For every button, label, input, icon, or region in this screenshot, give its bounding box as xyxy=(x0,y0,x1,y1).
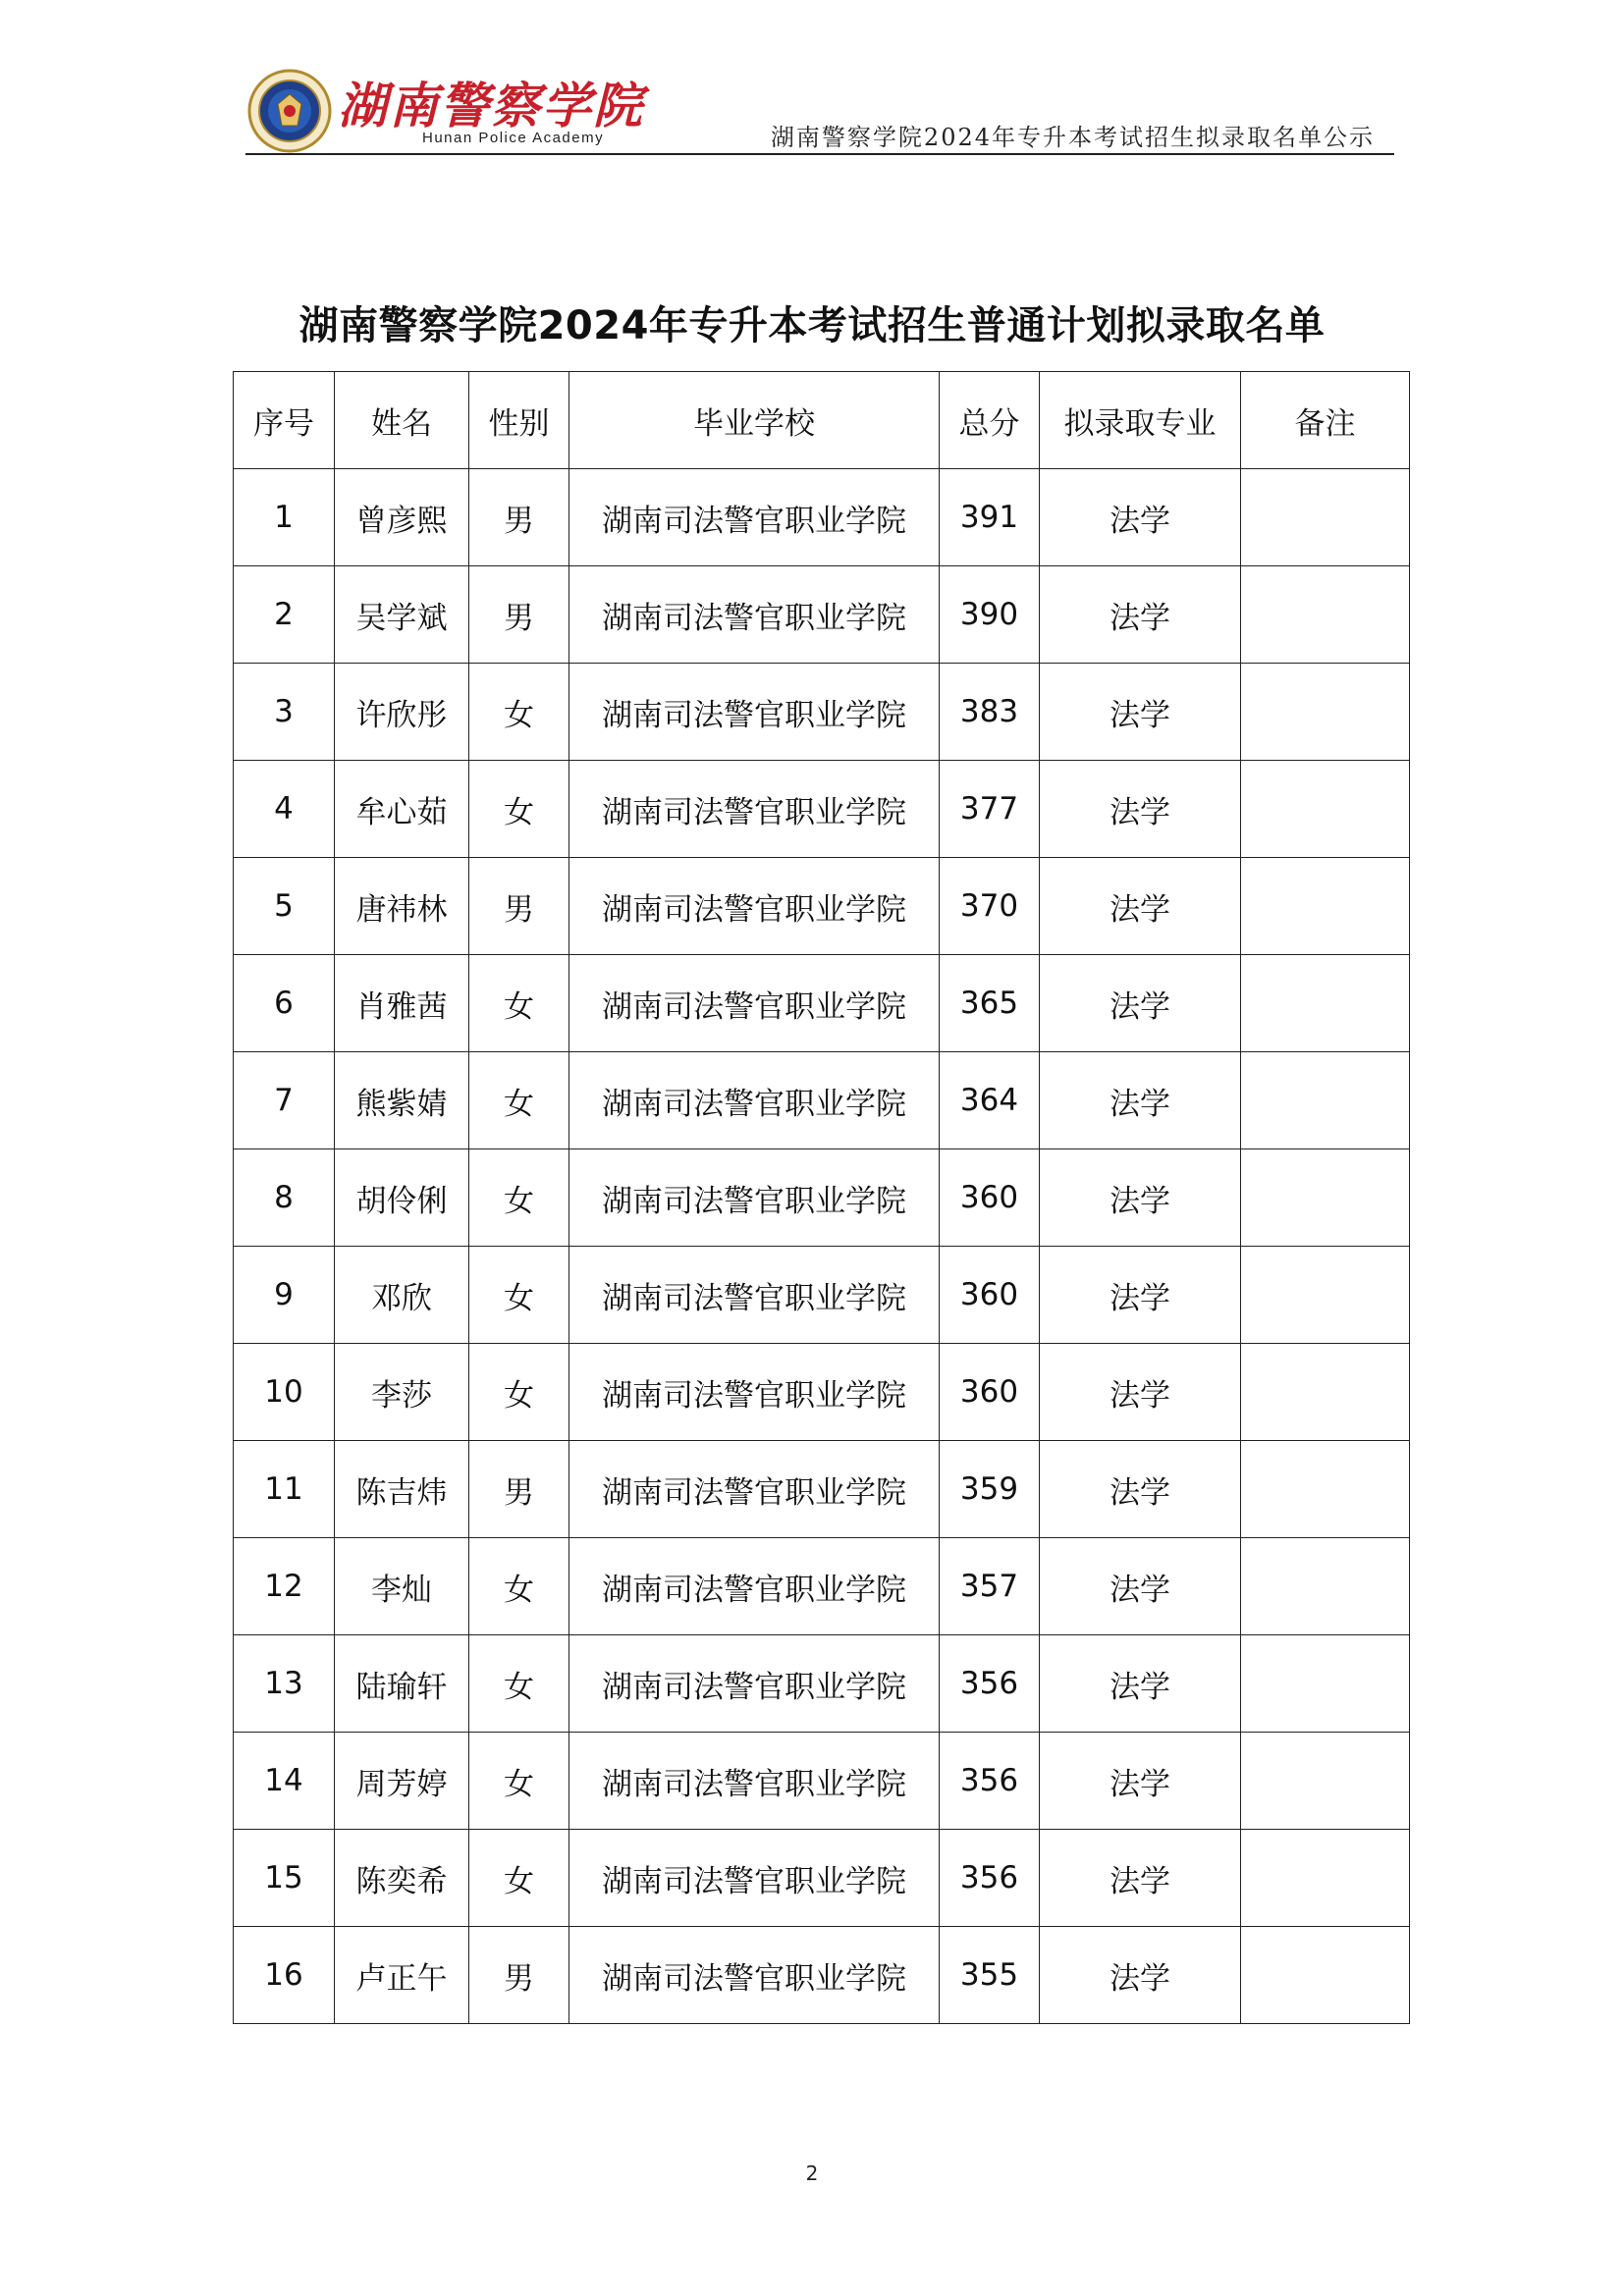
col-major-cell: 法学 xyxy=(1040,955,1241,1052)
table-row xyxy=(234,1149,1410,1247)
col-major-cell: 法学 xyxy=(1040,469,1241,566)
col-remarks-cell xyxy=(1241,1247,1410,1344)
table-row xyxy=(234,858,1410,955)
col-score-cell: 356 xyxy=(940,1733,1040,1830)
col-gender-cell: 女 xyxy=(469,1149,569,1247)
academy-seal-icon xyxy=(247,69,332,153)
col-remarks-cell xyxy=(1241,1441,1410,1538)
col-name-cell: 李灿 xyxy=(335,1538,469,1635)
col-major-cell: 法学 xyxy=(1040,1635,1241,1733)
col-school-cell: 湖南司法警官职业学院 xyxy=(569,1052,940,1149)
header-divider xyxy=(245,153,1394,155)
col-school-cell: 湖南司法警官职业学院 xyxy=(569,1149,940,1247)
col-remarks-cell xyxy=(1241,1635,1410,1733)
col-school-cell: 湖南司法警官职业学院 xyxy=(569,955,940,1052)
col-major-header: 拟录取专业 xyxy=(1040,372,1241,469)
col-name-cell: 陈吉炜 xyxy=(335,1441,469,1538)
col-index-cell: 5 xyxy=(234,858,335,955)
col-remarks-cell xyxy=(1241,761,1410,858)
logo-english-name: Hunan Police Academy xyxy=(422,130,605,146)
col-gender-cell: 女 xyxy=(469,1344,569,1441)
col-school-cell: 湖南司法警官职业学院 xyxy=(569,858,940,955)
col-school-cell: 湖南司法警官职业学院 xyxy=(569,1927,940,2024)
col-major-cell: 法学 xyxy=(1040,1441,1241,1538)
col-index-cell: 6 xyxy=(234,955,335,1052)
col-major-cell: 法学 xyxy=(1040,664,1241,761)
col-school-cell: 湖南司法警官职业学院 xyxy=(569,1733,940,1830)
col-gender-cell: 女 xyxy=(469,1247,569,1344)
admission-list-table xyxy=(233,371,1410,2024)
col-major-cell: 法学 xyxy=(1040,1830,1241,1927)
col-name-cell: 李莎 xyxy=(335,1344,469,1441)
col-name-cell: 牟心茹 xyxy=(335,761,469,858)
col-index-cell: 13 xyxy=(234,1635,335,1733)
col-remarks-cell xyxy=(1241,566,1410,664)
col-remarks-cell xyxy=(1241,1344,1410,1441)
col-score-cell: 364 xyxy=(940,1052,1040,1149)
col-index-cell: 14 xyxy=(234,1733,335,1830)
col-score-cell: 383 xyxy=(940,664,1040,761)
col-name-cell: 卢正午 xyxy=(335,1927,469,2024)
col-name-cell: 许欣彤 xyxy=(335,664,469,761)
col-major-cell: 法学 xyxy=(1040,1247,1241,1344)
col-remarks-cell xyxy=(1241,1538,1410,1635)
col-name-cell: 肖雅茜 xyxy=(335,955,469,1052)
running-header-title: 湖南警察学院2024年专升本考试招生拟录取名单公示 xyxy=(770,124,1375,151)
col-school-cell: 湖南司法警官职业学院 xyxy=(569,1344,940,1441)
col-score-cell: 356 xyxy=(940,1635,1040,1733)
col-index-cell: 9 xyxy=(234,1247,335,1344)
table-row xyxy=(234,1441,1410,1538)
col-major-cell: 法学 xyxy=(1040,1927,1241,2024)
col-gender-cell: 男 xyxy=(469,1441,569,1538)
col-school-cell: 湖南司法警官职业学院 xyxy=(569,566,940,664)
col-gender-cell: 女 xyxy=(469,1538,569,1635)
col-score-cell: 356 xyxy=(940,1830,1040,1927)
col-name-header: 姓名 xyxy=(335,372,469,469)
col-score-cell: 390 xyxy=(940,566,1040,664)
col-name-cell: 熊紫婧 xyxy=(335,1052,469,1149)
col-gender-cell: 女 xyxy=(469,1830,569,1927)
col-major-cell: 法学 xyxy=(1040,1733,1241,1830)
table-row xyxy=(234,1052,1410,1149)
col-gender-cell: 男 xyxy=(469,858,569,955)
col-score-header: 总分 xyxy=(940,372,1040,469)
col-index-cell: 2 xyxy=(234,566,335,664)
col-school-cell: 湖南司法警官职业学院 xyxy=(569,1538,940,1635)
col-major-cell: 法学 xyxy=(1040,1538,1241,1635)
table-header-row xyxy=(234,372,1410,469)
col-major-cell: 法学 xyxy=(1040,1149,1241,1247)
col-school-cell: 湖南司法警官职业学院 xyxy=(569,1635,940,1733)
col-major-cell: 法学 xyxy=(1040,761,1241,858)
table-row xyxy=(234,469,1410,566)
table-row xyxy=(234,1635,1410,1733)
col-name-cell: 曾彦熙 xyxy=(335,469,469,566)
col-remarks-cell xyxy=(1241,469,1410,566)
col-remarks-cell xyxy=(1241,955,1410,1052)
col-score-cell: 360 xyxy=(940,1149,1040,1247)
col-school-cell: 湖南司法警官职业学院 xyxy=(569,469,940,566)
col-gender-cell: 女 xyxy=(469,761,569,858)
col-major-cell: 法学 xyxy=(1040,566,1241,664)
col-gender-cell: 男 xyxy=(469,566,569,664)
table-row xyxy=(234,664,1410,761)
col-school-cell: 湖南司法警官职业学院 xyxy=(569,1441,940,1538)
col-remarks-cell xyxy=(1241,1927,1410,2024)
col-school-cell: 湖南司法警官职业学院 xyxy=(569,1247,940,1344)
col-score-cell: 370 xyxy=(940,858,1040,955)
col-major-cell: 法学 xyxy=(1040,1344,1241,1441)
col-name-cell: 唐祎林 xyxy=(335,858,469,955)
col-remarks-cell xyxy=(1241,858,1410,955)
col-remarks-cell xyxy=(1241,664,1410,761)
col-index-header: 序号 xyxy=(234,372,335,469)
col-index-cell: 10 xyxy=(234,1344,335,1441)
col-remarks-cell xyxy=(1241,1052,1410,1149)
page-number: 2 xyxy=(805,2162,819,2185)
col-name-cell: 周芳婷 xyxy=(335,1733,469,1830)
col-gender-cell: 女 xyxy=(469,1635,569,1733)
col-name-cell: 陈奕希 xyxy=(335,1830,469,1927)
col-index-cell: 4 xyxy=(234,761,335,858)
col-index-cell: 3 xyxy=(234,664,335,761)
col-school-cell: 湖南司法警官职业学院 xyxy=(569,761,940,858)
table-row xyxy=(234,1247,1410,1344)
col-remarks-cell xyxy=(1241,1830,1410,1927)
table-row xyxy=(234,1830,1410,1927)
table-row xyxy=(234,566,1410,664)
col-school-cell: 湖南司法警官职业学院 xyxy=(569,1830,940,1927)
col-score-cell: 360 xyxy=(940,1344,1040,1441)
table-row xyxy=(234,1538,1410,1635)
col-score-cell: 377 xyxy=(940,761,1040,858)
col-name-cell: 胡伶俐 xyxy=(335,1149,469,1247)
table-row xyxy=(234,761,1410,858)
col-gender-cell: 女 xyxy=(469,664,569,761)
col-score-cell: 357 xyxy=(940,1538,1040,1635)
col-index-cell: 12 xyxy=(234,1538,335,1635)
col-gender-header: 性别 xyxy=(469,372,569,469)
col-major-cell: 法学 xyxy=(1040,1052,1241,1149)
col-name-cell: 陆瑜轩 xyxy=(335,1635,469,1733)
col-remarks-header: 备注 xyxy=(1241,372,1410,469)
col-gender-cell: 男 xyxy=(469,1927,569,2024)
col-school-header: 毕业学校 xyxy=(569,372,940,469)
col-gender-cell: 女 xyxy=(469,1052,569,1149)
table-row xyxy=(234,955,1410,1052)
col-score-cell: 365 xyxy=(940,955,1040,1052)
col-major-cell: 法学 xyxy=(1040,858,1241,955)
col-remarks-cell xyxy=(1241,1149,1410,1247)
table-body xyxy=(234,469,1410,2024)
col-index-cell: 8 xyxy=(234,1149,335,1247)
col-score-cell: 355 xyxy=(940,1927,1040,2024)
logo-wordmark: 湖南警察学院 xyxy=(338,77,644,134)
col-school-cell: 湖南司法警官职业学院 xyxy=(569,664,940,761)
col-gender-cell: 女 xyxy=(469,1733,569,1830)
col-name-cell: 邓欣 xyxy=(335,1247,469,1344)
col-name-cell: 吴学斌 xyxy=(335,566,469,664)
col-score-cell: 391 xyxy=(940,469,1040,566)
col-index-cell: 11 xyxy=(234,1441,335,1538)
page-header xyxy=(245,59,1394,157)
col-gender-cell: 女 xyxy=(469,955,569,1052)
col-remarks-cell xyxy=(1241,1733,1410,1830)
table-row xyxy=(234,1344,1410,1441)
table-row xyxy=(234,1927,1410,2024)
col-gender-cell: 男 xyxy=(469,469,569,566)
document-title: 湖南警察学院2024年专升本考试招生普通计划拟录取名单 xyxy=(298,303,1326,348)
col-index-cell: 15 xyxy=(234,1830,335,1927)
table-row xyxy=(234,1733,1410,1830)
col-score-cell: 360 xyxy=(940,1247,1040,1344)
col-index-cell: 1 xyxy=(234,469,335,566)
col-score-cell: 359 xyxy=(940,1441,1040,1538)
col-index-cell: 7 xyxy=(234,1052,335,1149)
col-index-cell: 16 xyxy=(234,1927,335,2024)
